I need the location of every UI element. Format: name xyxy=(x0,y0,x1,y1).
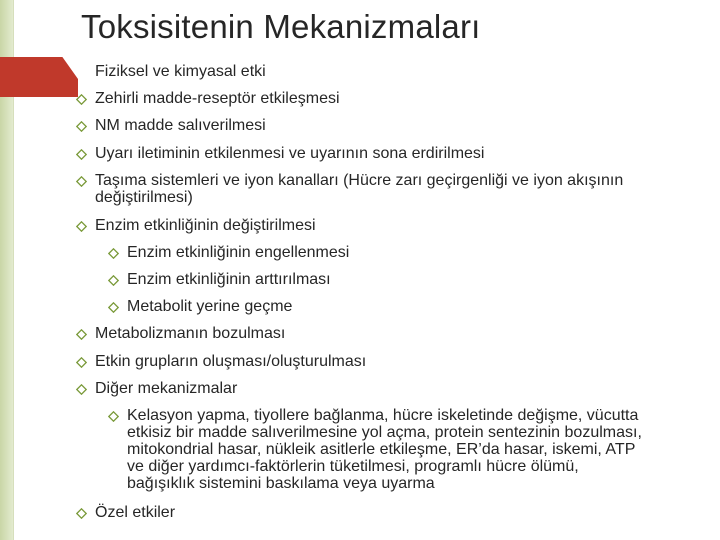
slide-title: Toksisitenin Mekanizmaları xyxy=(81,8,481,45)
list-item: Etkin grupların oluşması/oluşturulması xyxy=(95,353,367,370)
list-item: değiştirilmesi) xyxy=(95,189,193,206)
list-item: mitokondrial hasar, nükleik asitlerle etkileşme, ER’da hasar, iskemi, ATP xyxy=(127,441,636,458)
list-item: Enzim etkinliğinin değiştirilmesi xyxy=(95,217,316,234)
list-item: Enzim etkinliğinin engellenmesi xyxy=(127,244,350,261)
list-item: Metabolizmanın bozulması xyxy=(95,325,286,342)
list-item: bağışıklık sistemini baskılama veya uyarma xyxy=(127,475,435,492)
list-item: Özel etkiler xyxy=(95,504,176,521)
diamond-outline-icon xyxy=(76,357,87,368)
list-item: Metabolit yerine geçme xyxy=(127,298,293,315)
diamond-outline-icon xyxy=(76,176,87,187)
list-item: Zehirli madde-reseptör etkileşmesi xyxy=(95,90,340,107)
diamond-outline-icon xyxy=(76,329,87,340)
diamond-outline-icon xyxy=(108,275,119,286)
list-item: etkisiz bir madde salıverilmesine yol açma, protein sentezinin bozulması, xyxy=(127,424,642,441)
diamond-outline-icon xyxy=(76,121,87,132)
diamond-outline-icon xyxy=(108,411,119,422)
list-item: Taşıma sistemleri ve iyon kanalları (Hücre zarı geçirgenliği ve iyon akışının xyxy=(95,172,624,189)
diamond-outline-icon xyxy=(108,302,119,313)
list-item: Diğer mekanizmalar xyxy=(95,380,238,397)
list-item: ve diğer yardımcı-faktörlerin tüketilmesi, programlı hücre ölümü, xyxy=(127,458,579,475)
diamond-outline-icon xyxy=(76,221,87,232)
list-item: Uyarı iletiminin etkilenmesi ve uyarının sona erdirilmesi xyxy=(95,145,485,162)
diamond-outline-icon xyxy=(76,149,87,160)
diamond-outline-icon xyxy=(108,248,119,259)
list-item: NM madde salıverilmesi xyxy=(95,117,266,134)
diamond-outline-icon xyxy=(76,94,87,105)
diamond-outline-icon xyxy=(76,384,87,395)
red-accent-tab xyxy=(0,57,78,97)
list-item: Fiziksel ve kimyasal etki xyxy=(95,63,266,80)
diamond-outline-icon xyxy=(76,508,87,519)
list-item: Enzim etkinliğinin arttırılması xyxy=(127,271,331,288)
list-item: Kelasyon yapma, tiyollere bağlanma, hücre iskeletinde değişme, vücutta xyxy=(127,407,639,424)
